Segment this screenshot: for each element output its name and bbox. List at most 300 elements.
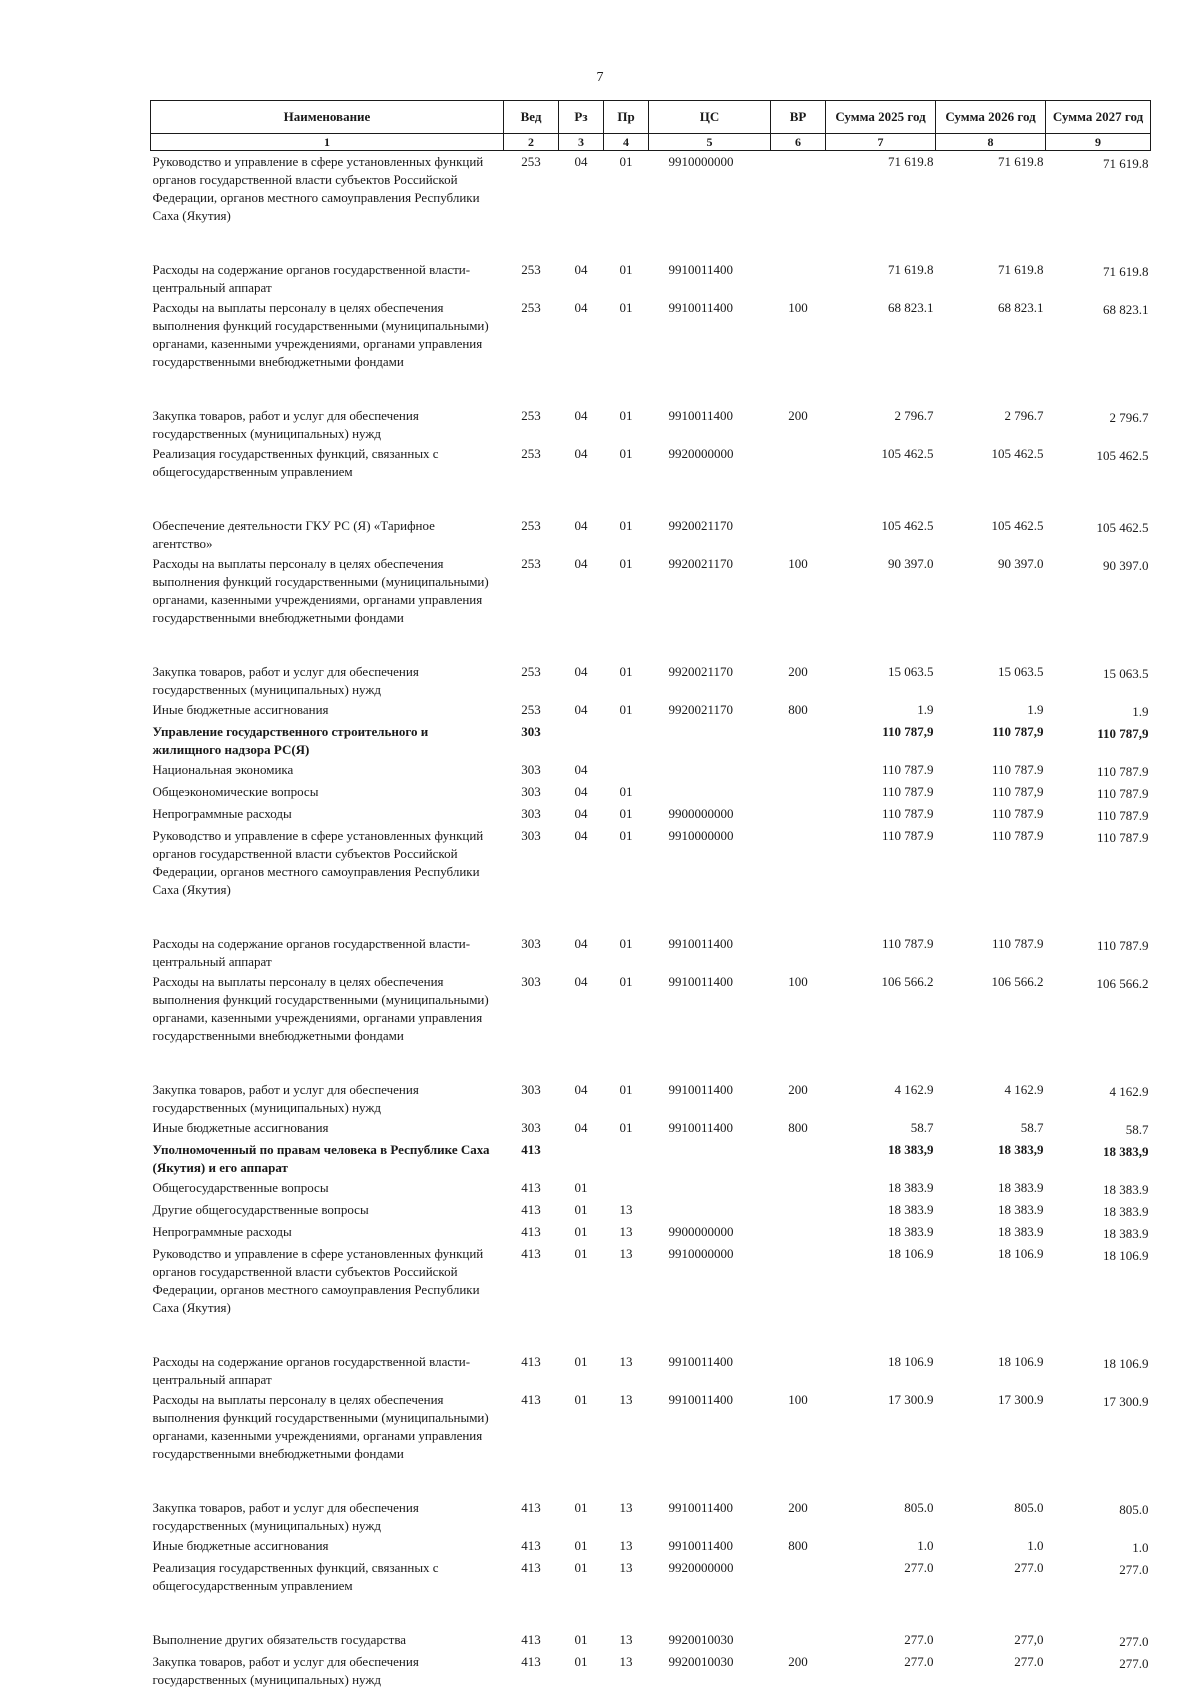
row-sum-2026: 1.9 [1027, 702, 1044, 717]
row-name: Иные бюджетные ассигнования [152, 1538, 329, 1553]
row-rz: 04 [574, 664, 588, 679]
header-row [151, 101, 1151, 134]
row-cs: 9910011400 [668, 1354, 734, 1369]
header-sum-2026: Сумма 2026 год [936, 101, 1046, 134]
row-rz: 01 [574, 1538, 588, 1553]
row-vr [771, 803, 826, 825]
table-row [151, 1079, 1151, 1117]
row-pr: 01 [619, 1082, 633, 1097]
row-sum-2026: 68 823.1 [998, 300, 1044, 315]
column-number: 9 [1046, 134, 1151, 151]
row-sum-2026: 58.7 [1020, 1120, 1044, 1135]
row-rz [559, 721, 604, 759]
row-rz: 01 [574, 1654, 588, 1669]
row-rz: 01 [574, 1632, 588, 1647]
table-row [151, 259, 1151, 297]
row-sum-2025: 277.0 [904, 1654, 934, 1669]
row-name: Реализация государственных функций, связанных с общегосударственным управлением [152, 1560, 439, 1593]
row-pr: 01 [619, 154, 633, 169]
row-sum-2026: 110 787,9 [991, 784, 1044, 799]
table-row [151, 553, 1151, 661]
row-ved: 303 [521, 1082, 541, 1097]
row-sum-2026: 18 383,9 [998, 1142, 1044, 1157]
row-rz: 01 [574, 1354, 588, 1369]
row-pr [604, 1139, 649, 1177]
row-rz: 01 [574, 1392, 588, 1407]
row-sum-2025: 18 383.9 [888, 1180, 934, 1195]
row-ved: 303 [521, 828, 541, 843]
row-sum-2027: 110 787.9 [1096, 830, 1149, 845]
row-sum-2027: 277.0 [1119, 1656, 1149, 1671]
row-cs: 9920010030 [668, 1654, 734, 1669]
row-sum-2025: 58.7 [910, 1120, 934, 1135]
row-sum-2025: 18 383,9 [888, 1142, 934, 1157]
row-cs: 9910000000 [668, 1246, 734, 1261]
table-row [151, 1221, 1151, 1243]
row-cs: 9910011400 [668, 974, 734, 989]
row-sum-2026: 110 787.9 [991, 936, 1044, 951]
row-ved: 253 [521, 446, 541, 461]
row-sum-2025: 18 106.9 [888, 1246, 934, 1261]
row-ved: 303 [521, 936, 541, 951]
row-name: Руководство и управление в сфере установленных функций органов государственной власти субъектов Российской Федерации, органов местного самоуправления Республики Саха (Якутия) [152, 1246, 484, 1315]
row-pr: 13 [619, 1224, 633, 1239]
row-name: Иные бюджетные ассигнования [152, 1120, 329, 1135]
row-cs [649, 1199, 771, 1221]
row-vr: 800 [788, 1538, 808, 1553]
table-row [151, 781, 1151, 803]
row-cs [649, 759, 771, 781]
row-sum-2026: 105 462.5 [991, 518, 1044, 533]
row-ved: 413 [521, 1354, 541, 1369]
row-sum-2026: 110 787.9 [991, 806, 1044, 821]
column-number: 5 [649, 134, 771, 151]
row-sum-2027: 58.7 [1125, 1122, 1149, 1137]
header-sum-2027: Сумма 2027 год [1046, 101, 1151, 134]
row-cs: 9920000000 [668, 446, 734, 461]
column-number: 8 [936, 134, 1046, 151]
row-vr [771, 1177, 826, 1199]
column-number: 3 [559, 134, 604, 151]
row-sum-2025: 18 106.9 [888, 1354, 934, 1369]
row-sum-2027: 1.0 [1132, 1540, 1149, 1555]
row-cs: 9910000000 [668, 828, 734, 843]
row-sum-2026: 277,0 [1014, 1632, 1044, 1647]
row-sum-2027: 18 383.9 [1103, 1204, 1149, 1219]
row-cs: 9910011400 [668, 1500, 734, 1515]
row-name: Непрограммные расходы [152, 806, 292, 821]
row-vr: 200 [788, 1500, 808, 1515]
row-pr: 01 [619, 262, 633, 277]
row-rz: 01 [574, 1246, 588, 1261]
row-cs: 9920021170 [668, 664, 734, 679]
row-sum-2027: 90 397.0 [1103, 558, 1149, 573]
row-cs: 9910011400 [668, 300, 734, 315]
table-row [151, 721, 1151, 759]
row-name: Расходы на выплаты персоналу в целях обеспечения выполнения функций государственными (муниципальными) органами, казенными учреждениями, органами управления государственными внебюджетными фондами [152, 1392, 489, 1461]
row-sum-2025: 68 823.1 [888, 300, 934, 315]
row-ved: 253 [521, 702, 541, 717]
row-vr: 100 [788, 556, 808, 571]
row-pr: 13 [619, 1632, 633, 1647]
row-sum-2026: 277.0 [1014, 1654, 1044, 1669]
budget-table [150, 100, 1151, 1689]
row-name: Закупка товаров, работ и услуг для обеспечения государственных (муниципальных) нужд [152, 1654, 419, 1687]
row-sum-2026: 18 383.9 [998, 1224, 1044, 1239]
table-row [151, 661, 1151, 699]
row-sum-2025: 71 619.8 [888, 262, 934, 277]
row-ved: 413 [521, 1202, 541, 1217]
row-vr [771, 721, 826, 759]
row-sum-2026: 18 106.9 [998, 1246, 1044, 1261]
row-ved: 253 [521, 556, 541, 571]
table-row [151, 1651, 1151, 1689]
table-row [151, 1199, 1151, 1221]
row-name: Закупка товаров, работ и услуг для обеспечения государственных (муниципальных) нужд [152, 1500, 419, 1533]
row-sum-2027: 18 383.9 [1103, 1226, 1149, 1241]
column-number: 1 [151, 134, 504, 151]
table-row [151, 1389, 1151, 1497]
row-rz: 01 [574, 1202, 588, 1217]
row-sum-2026: 15 063.5 [998, 664, 1044, 679]
row-vr: 100 [788, 974, 808, 989]
row-sum-2027: 4 162.9 [1109, 1084, 1149, 1099]
column-number: 6 [771, 134, 826, 151]
row-sum-2027: 18 383.9 [1103, 1182, 1149, 1197]
row-ved: 413 [521, 1654, 541, 1669]
row-sum-2026: 805.0 [1014, 1500, 1044, 1515]
row-ved: 413 [521, 1632, 541, 1647]
row-ved: 303 [521, 806, 541, 821]
row-sum-2027: 805.0 [1119, 1502, 1149, 1517]
row-rz: 04 [574, 828, 588, 843]
row-sum-2027: 15 063.5 [1103, 666, 1149, 681]
row-cs: 9910011400 [668, 936, 734, 951]
row-name: Выполнение других обязательств государства [152, 1632, 407, 1647]
header-vr: ВР [771, 101, 826, 134]
row-rz: 04 [574, 936, 588, 951]
table-row [151, 1139, 1151, 1177]
row-vr: 800 [788, 702, 808, 717]
row-pr: 13 [619, 1538, 633, 1553]
row-cs: 9920021170 [668, 556, 734, 571]
row-sum-2026: 106 566.2 [991, 974, 1044, 989]
column-number: 2 [504, 134, 559, 151]
row-ved: 253 [521, 518, 541, 533]
row-pr: 01 [619, 408, 633, 423]
table-row [151, 1629, 1151, 1651]
row-ved: 303 [521, 974, 541, 989]
table-row [151, 933, 1151, 971]
table-row [151, 1177, 1151, 1199]
row-pr: 13 [619, 1246, 633, 1261]
table-row [151, 825, 1151, 933]
row-sum-2025: 15 063.5 [888, 664, 934, 679]
row-sum-2025: 110 787.9 [881, 806, 934, 821]
row-sum-2026: 18 383.9 [998, 1180, 1044, 1195]
row-pr: 01 [619, 936, 633, 951]
row-pr: 13 [619, 1354, 633, 1369]
row-vr: 200 [788, 1654, 808, 1669]
row-sum-2027: 110 787,9 [1097, 726, 1149, 741]
row-rz: 01 [574, 1224, 588, 1239]
row-name: Закупка товаров, работ и услуг для обеспечения государственных (муниципальных) нужд [152, 664, 419, 697]
row-vr [771, 1221, 826, 1243]
row-rz: 01 [574, 1180, 588, 1195]
row-rz: 04 [574, 806, 588, 821]
row-rz: 04 [574, 154, 588, 169]
row-pr: 01 [619, 806, 633, 821]
row-sum-2025: 110 787.9 [881, 936, 934, 951]
row-rz: 04 [574, 784, 588, 799]
row-cs: 9910011400 [668, 1538, 734, 1553]
row-sum-2027: 110 787.9 [1096, 938, 1149, 953]
row-vr [771, 1243, 826, 1351]
row-rz: 01 [574, 1560, 588, 1575]
row-sum-2027: 2 796.7 [1109, 410, 1149, 425]
row-pr: 01 [619, 784, 633, 799]
table-row [151, 515, 1151, 553]
header-pr: Пр [604, 101, 649, 134]
row-pr: 01 [619, 300, 633, 315]
table-row [151, 1497, 1151, 1535]
row-vr [771, 515, 826, 553]
row-pr [604, 721, 649, 759]
row-vr: 100 [788, 300, 808, 315]
row-name: Общегосударственные вопросы [152, 1180, 329, 1195]
table-row [151, 151, 1151, 260]
row-sum-2026: 71 619.8 [998, 262, 1044, 277]
table-row [151, 971, 1151, 1079]
row-ved: 303 [521, 762, 541, 777]
row-ved: 253 [521, 408, 541, 423]
row-sum-2025: 2 796.7 [894, 408, 934, 423]
row-ved: 413 [521, 1560, 541, 1575]
row-cs: 9920000000 [668, 1560, 734, 1575]
row-sum-2027: 18 383,9 [1103, 1144, 1149, 1159]
row-sum-2026: 110 787.9 [991, 762, 1044, 777]
row-sum-2027: 110 787.9 [1096, 786, 1149, 801]
row-rz: 04 [574, 1082, 588, 1097]
row-sum-2025: 105 462.5 [881, 518, 934, 533]
table-row [151, 297, 1151, 405]
row-vr [771, 781, 826, 803]
row-cs: 9910011400 [668, 1120, 734, 1135]
table-row [151, 1535, 1151, 1557]
row-vr: 200 [788, 408, 808, 423]
row-pr: 01 [619, 702, 633, 717]
table-row [151, 1557, 1151, 1629]
row-pr: 01 [619, 664, 633, 679]
row-vr: 200 [788, 664, 808, 679]
row-sum-2025: 106 566.2 [881, 974, 934, 989]
row-sum-2027: 18 106.9 [1103, 1248, 1149, 1263]
row-rz: 04 [574, 702, 588, 717]
row-sum-2025: 1.9 [917, 702, 934, 717]
row-ved: 413 [521, 1180, 541, 1195]
row-sum-2026: 110 787.9 [991, 828, 1044, 843]
row-sum-2027: 110 787.9 [1096, 764, 1149, 779]
row-vr: 100 [788, 1392, 808, 1407]
row-vr [771, 443, 826, 515]
row-cs: 9910011400 [668, 1392, 734, 1407]
row-cs: 9910000000 [668, 154, 734, 169]
row-ved: 413 [521, 1142, 541, 1157]
row-pr: 13 [619, 1560, 633, 1575]
row-name: Руководство и управление в сфере установленных функций органов государственной власти субъектов Российской Федерации, органов местного самоуправления Республики Саха (Якутия) [152, 154, 484, 223]
row-sum-2026: 71 619.8 [998, 154, 1044, 169]
row-vr [771, 1557, 826, 1629]
row-sum-2025: 105 462.5 [881, 446, 934, 461]
row-sum-2025: 1.0 [917, 1538, 934, 1553]
row-rz: 04 [574, 518, 588, 533]
row-name: Закупка товаров, работ и услуг для обеспечения государственных (муниципальных) нужд [152, 408, 419, 441]
column-number: 4 [604, 134, 649, 151]
row-sum-2025: 17 300.9 [888, 1392, 934, 1407]
row-rz: 04 [574, 1120, 588, 1135]
row-vr [771, 825, 826, 933]
row-vr [771, 1629, 826, 1651]
row-sum-2025: 277.0 [904, 1560, 934, 1575]
row-sum-2025: 90 397.0 [888, 556, 934, 571]
row-sum-2027: 71 619.8 [1103, 156, 1149, 171]
row-vr [771, 1351, 826, 1389]
row-vr [771, 1199, 826, 1221]
row-vr [771, 933, 826, 971]
row-rz [559, 1139, 604, 1177]
row-cs [649, 1139, 771, 1177]
column-number-row [151, 134, 1151, 151]
row-cs: 9910011400 [668, 262, 734, 277]
row-pr: 13 [619, 1500, 633, 1515]
row-rz: 04 [574, 300, 588, 315]
row-sum-2026: 17 300.9 [998, 1392, 1044, 1407]
row-sum-2025: 110 787.9 [881, 784, 934, 799]
row-sum-2027: 277.0 [1119, 1562, 1149, 1577]
row-pr: 01 [619, 446, 633, 461]
row-sum-2026: 18 383.9 [998, 1202, 1044, 1217]
row-ved: 413 [521, 1224, 541, 1239]
row-vr [771, 151, 826, 260]
row-ved: 253 [521, 300, 541, 315]
row-sum-2025: 110 787.9 [881, 828, 934, 843]
header-cs: ЦС [649, 101, 771, 134]
row-ved: 303 [521, 1120, 541, 1135]
row-ved: 253 [521, 262, 541, 277]
row-rz: 04 [574, 262, 588, 277]
row-sum-2025: 18 383.9 [888, 1202, 934, 1217]
row-pr: 01 [619, 1120, 633, 1135]
row-sum-2027: 1.9 [1132, 704, 1149, 719]
row-vr [771, 759, 826, 781]
row-sum-2026: 1.0 [1027, 1538, 1044, 1553]
row-ved: 253 [521, 154, 541, 169]
row-cs [649, 721, 771, 759]
row-ved: 303 [521, 784, 541, 799]
row-pr: 01 [619, 556, 633, 571]
row-cs: 9920021170 [668, 518, 734, 533]
row-sum-2027: 105 462.5 [1096, 448, 1149, 463]
row-pr: 13 [619, 1654, 633, 1669]
row-rz: 04 [574, 974, 588, 989]
row-sum-2026: 18 106.9 [998, 1354, 1044, 1369]
row-rz: 04 [574, 446, 588, 461]
row-sum-2026: 110 787,9 [992, 724, 1044, 739]
row-pr [604, 759, 649, 781]
row-ved: 413 [521, 1392, 541, 1407]
row-rz: 04 [574, 408, 588, 423]
table-row [151, 1351, 1151, 1389]
row-sum-2025: 277.0 [904, 1632, 934, 1647]
row-pr: 13 [619, 1202, 633, 1217]
row-name: Закупка товаров, работ и услуг для обеспечения государственных (муниципальных) нужд [152, 1082, 419, 1115]
row-ved: 303 [521, 724, 541, 739]
row-sum-2025: 805.0 [904, 1500, 934, 1515]
row-ved: 253 [521, 664, 541, 679]
row-pr: 01 [619, 828, 633, 843]
table-body [151, 151, 1151, 1690]
row-cs [649, 781, 771, 803]
header-rz: Рз [559, 101, 604, 134]
table-row [151, 803, 1151, 825]
row-name: Другие общегосударственные вопросы [152, 1202, 369, 1217]
row-name: Иные бюджетные ассигнования [152, 702, 329, 717]
row-rz: 04 [574, 762, 588, 777]
table-row [151, 1243, 1151, 1351]
row-pr: 13 [619, 1392, 633, 1407]
row-vr: 800 [788, 1120, 808, 1135]
row-name: Расходы на содержание органов государственной власти- центральный аппарат [152, 936, 471, 969]
row-sum-2025: 18 383.9 [888, 1224, 934, 1239]
row-name: Расходы на выплаты персоналу в целях обеспечения выполнения функций государственными (муниципальными) органами, казенными учреждениями, органами управления государственными внебюджетными фондами [152, 974, 489, 1043]
table-row [151, 405, 1151, 443]
row-sum-2025: 71 619.8 [888, 154, 934, 169]
row-vr: 200 [788, 1082, 808, 1097]
row-name: Расходы на содержание органов государственной власти- центральный аппарат [152, 1354, 471, 1387]
row-cs: 9920021170 [668, 702, 734, 717]
row-cs: 9900000000 [668, 806, 734, 821]
row-sum-2025: 110 787.9 [881, 762, 934, 777]
column-number: 7 [826, 134, 936, 151]
row-name: Реализация государственных функций, связанных с общегосударственным управлением [152, 446, 439, 479]
row-cs: 9910011400 [668, 408, 734, 423]
row-sum-2027: 110 787.9 [1096, 808, 1149, 823]
row-sum-2026: 4 162.9 [1004, 1082, 1044, 1097]
row-sum-2026: 90 397.0 [998, 556, 1044, 571]
row-name: Расходы на выплаты персоналу в целях обеспечения выполнения функций государственными (муниципальными) органами, казенными учреждениями, органами управления государственными внебюджетными фондами [152, 556, 489, 625]
row-cs: 9910011400 [668, 1082, 734, 1097]
header-ved: Вед [504, 101, 559, 134]
header-name: Наименование [151, 101, 504, 134]
row-vr [771, 1139, 826, 1177]
row-rz: 01 [574, 1500, 588, 1515]
row-sum-2027: 105 462.5 [1096, 520, 1149, 535]
row-cs [649, 1177, 771, 1199]
row-sum-2026: 105 462.5 [991, 446, 1044, 461]
row-sum-2027: 106 566.2 [1096, 976, 1149, 991]
row-sum-2025: 4 162.9 [894, 1082, 934, 1097]
row-vr [771, 259, 826, 297]
row-name: Национальная экономика [152, 762, 294, 777]
table-row [151, 699, 1151, 721]
row-ved: 413 [521, 1246, 541, 1261]
row-sum-2027: 18 106.9 [1103, 1356, 1149, 1371]
row-name: Непрограммные расходы [152, 1224, 292, 1239]
row-name: Расходы на выплаты персоналу в целях обеспечения выполнения функций государственными (муниципальными) органами, казенными учреждениями, органами управления государственными внебюджетными фондами [152, 300, 489, 369]
row-cs: 9900000000 [668, 1224, 734, 1239]
header-sum-2025: Сумма 2025 год [826, 101, 936, 134]
row-rz: 04 [574, 556, 588, 571]
